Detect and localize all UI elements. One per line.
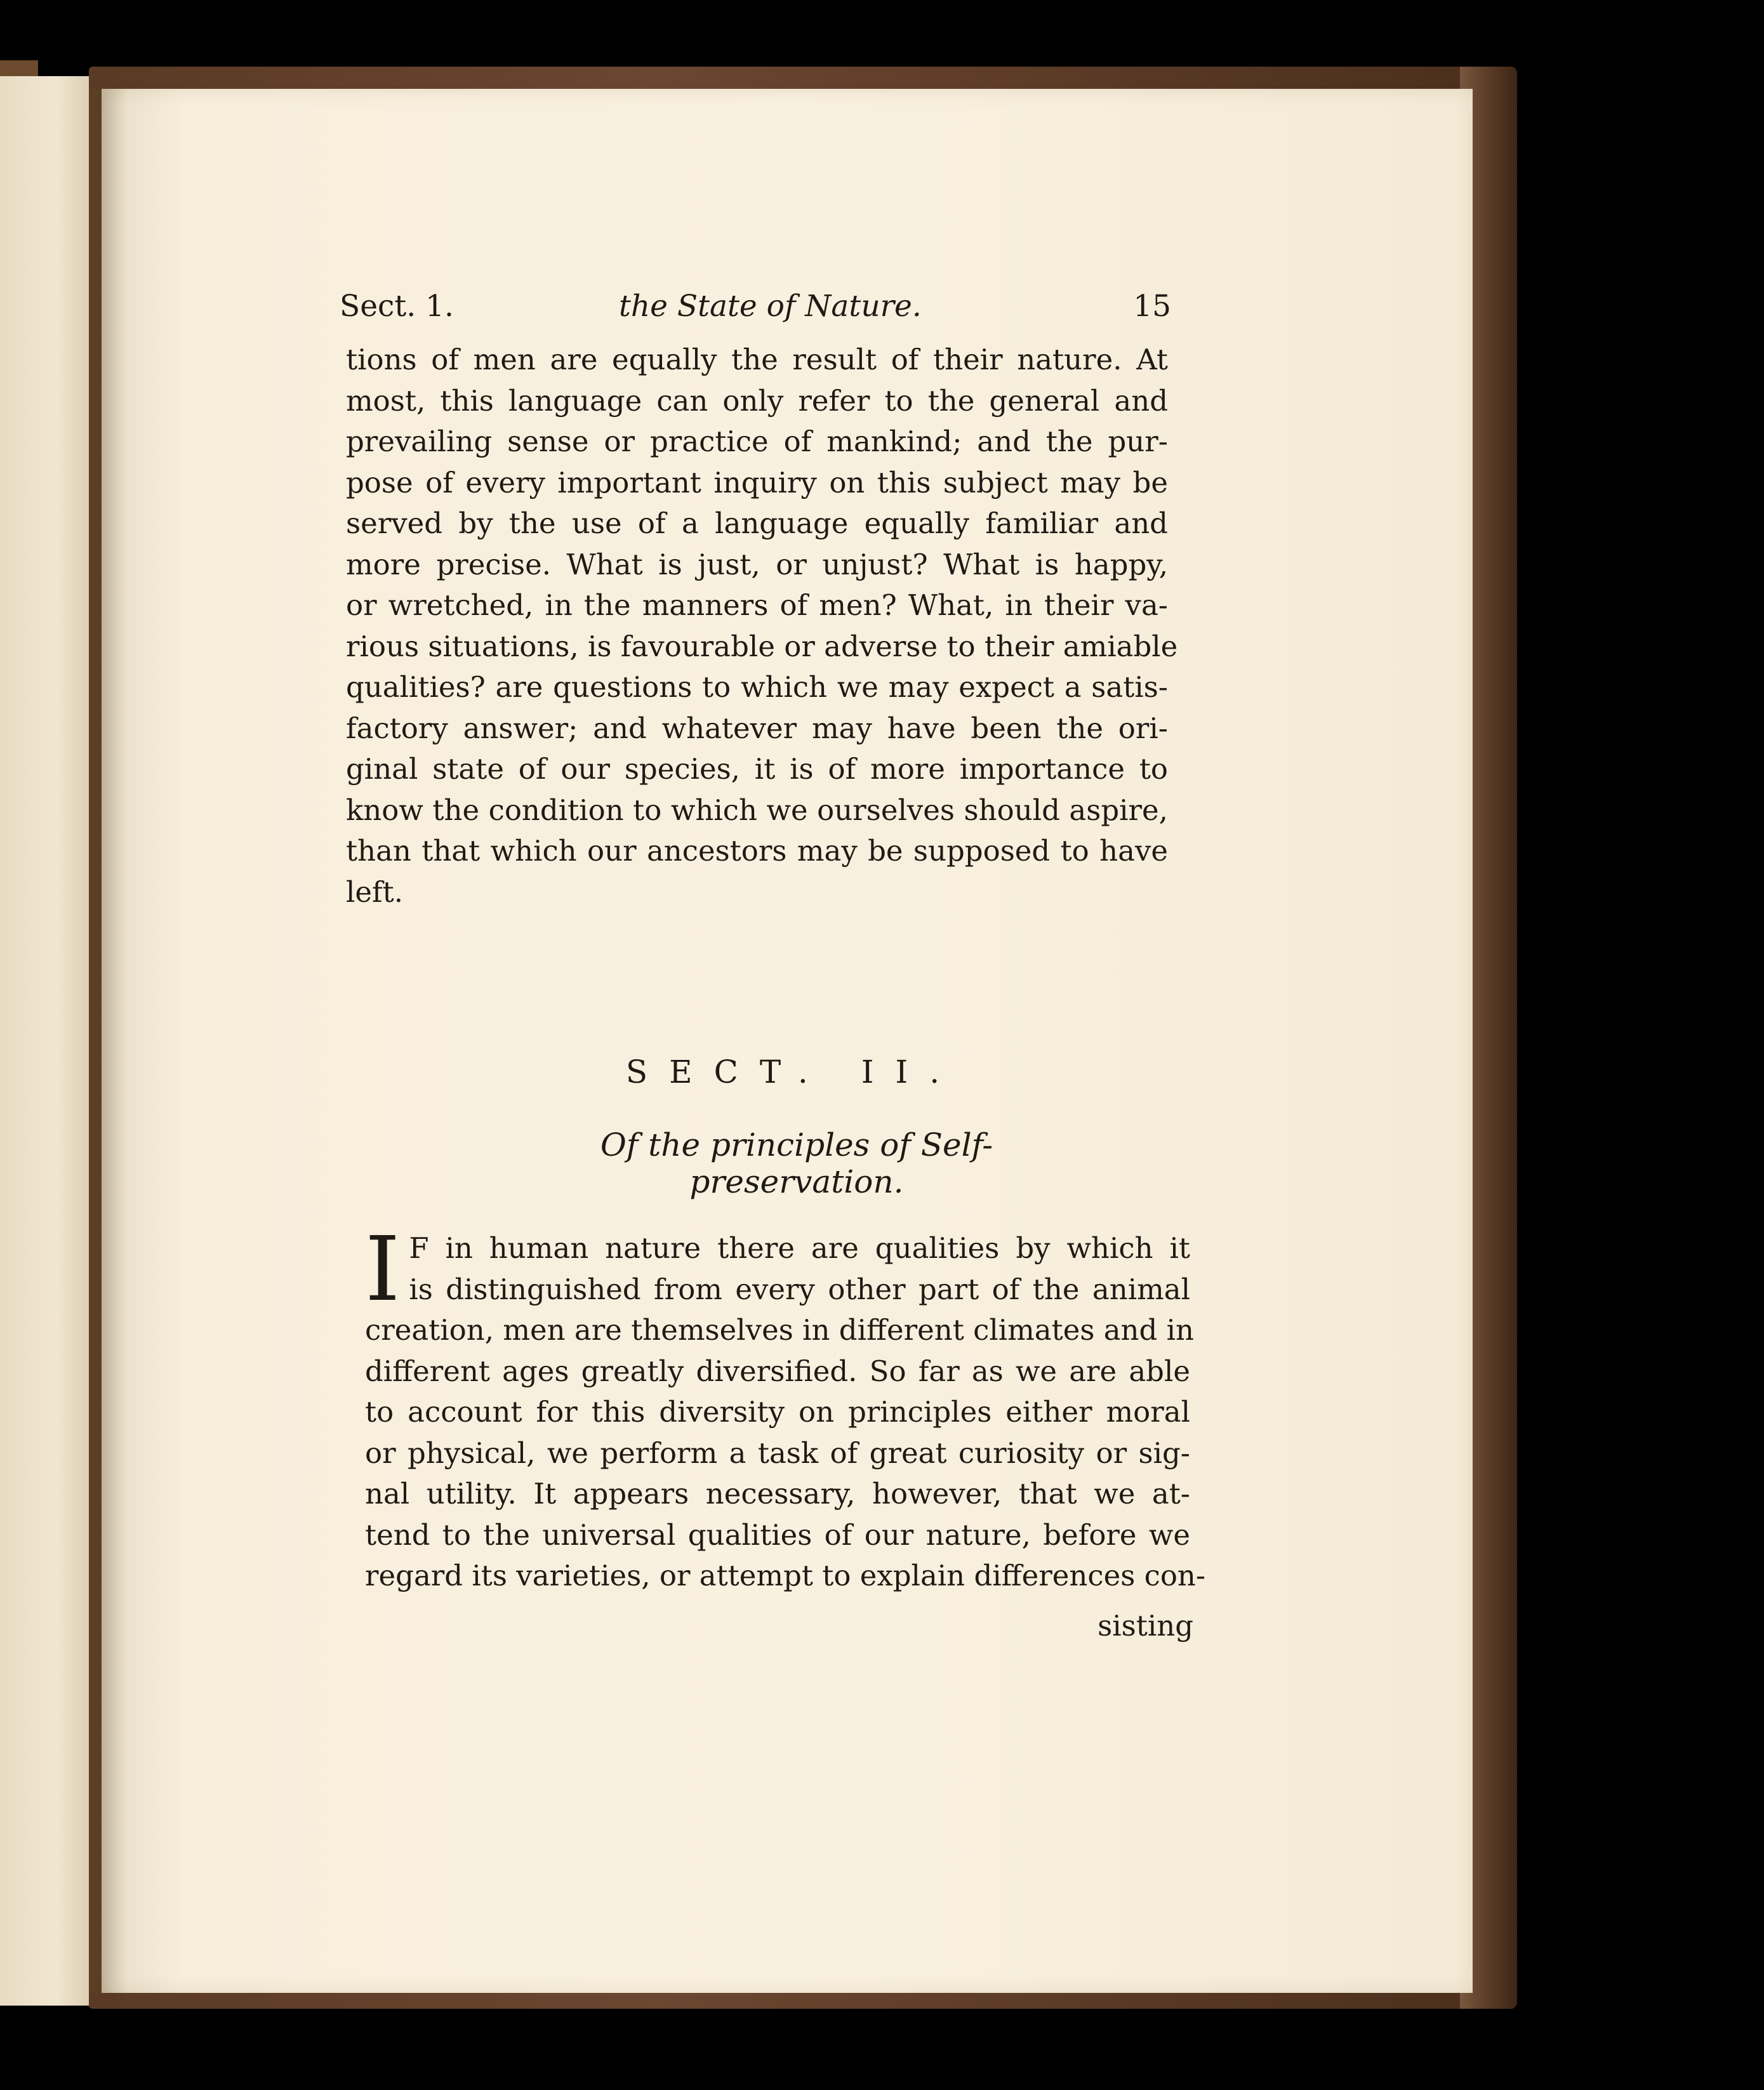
running-header [340, 289, 1171, 327]
gutter-shadow [89, 89, 127, 1993]
paragraph-2 [365, 1218, 1206, 1597]
text-line: F in human nature there are qualities by which it [409, 1231, 1190, 1265]
text-line: left. [346, 875, 404, 909]
text-line: prevailing sense or practice of mankind; and the pur- [346, 425, 1168, 458]
catchword: sisting [1098, 1609, 1193, 1643]
text-line: most, this language can only refer to the general and [346, 383, 1168, 418]
text-line: nal utility. It appears necessary, however, that we at- [365, 1477, 1190, 1511]
page-number: 15 [1133, 289, 1171, 324]
text-line: is distinguished from every other part of the animal [409, 1272, 1190, 1306]
text-line: regard its varieties, or attempt to explain differences con- [365, 1559, 1206, 1592]
text-line: or physical, we perform a task of great curiosity or sig- [365, 1436, 1190, 1470]
text-line: tions of men are equally the result of their nature. At [346, 343, 1168, 376]
header-section: Sect. 1. [340, 289, 454, 324]
text-line: or wretched, in the manners of men? What, in their va- [346, 588, 1168, 622]
text-line: tend to the universal qualities of our nature, before we [365, 1518, 1190, 1552]
drop-cap: I [365, 1218, 401, 1321]
text-line: different ages greatly diversified. So far as we are able [365, 1354, 1190, 1388]
text-line: to account for this diversity on principles either moral [365, 1395, 1190, 1429]
text-line: served by the use of a language equally familiar and [346, 506, 1168, 540]
header-title: the State of Nature. [619, 289, 922, 324]
section-title: Of the principles of Self-preservation. [600, 1127, 993, 1200]
text-line: factory answer; and whatever may have been the ori- [346, 711, 1168, 745]
text-line: qualities? are questions to which we may expect a satis- [346, 670, 1168, 704]
text-line: than that which our ancestors may be supposed to have [346, 834, 1168, 868]
section-heading: SECT. II. [625, 1054, 962, 1090]
text-line: creation, men are themselves in different climates and in [365, 1313, 1195, 1347]
left-page-edge [0, 76, 102, 2006]
text-line: ginal state of our species, it is of more importance to [346, 752, 1168, 786]
text-line: rious situations, is favourable or adverse to their amiable [346, 629, 1178, 663]
paragraph-1 [346, 340, 1178, 913]
text-line: pose of every important inquiry on this subject may be [346, 465, 1168, 499]
text-line: know the condition to which we ourselves should aspire, [346, 793, 1168, 827]
text-line: more precise. What is just, or unjust? What is happy, [346, 547, 1168, 581]
